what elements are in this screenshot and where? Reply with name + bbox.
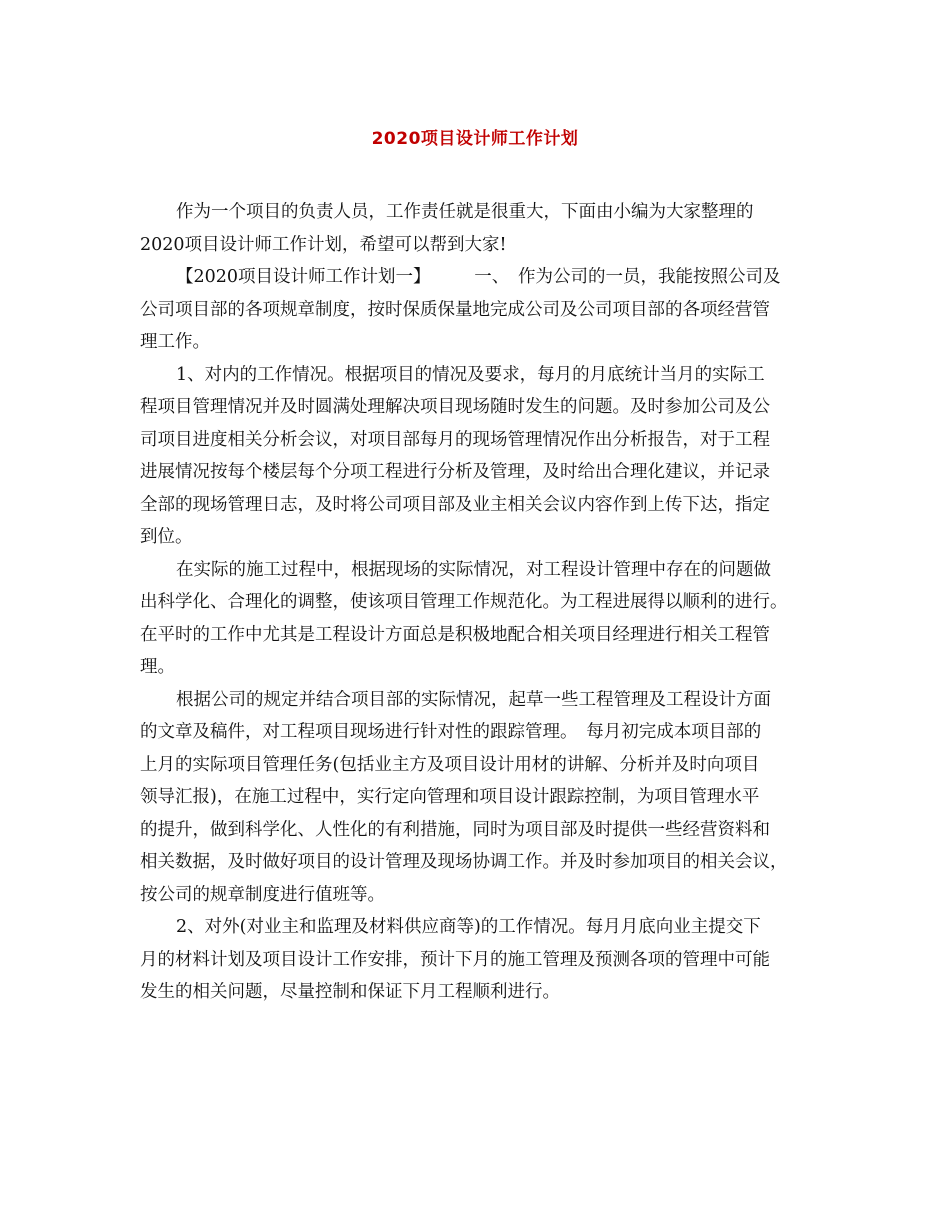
- text-line: 1、对内的工作情况。根据项目的情况及要求，每月的月底统计当月的实际工: [176, 364, 765, 385]
- text-line: 在平时的工作中尤其是工程设计方面总是积极地配合相关项目经理进行相关工程管: [140, 624, 770, 645]
- text-line: 进展情况按每个楼层每个分项工程进行分析及管理，及时给出合理化建议，并记录: [140, 462, 770, 482]
- text-line: 公司项目部的各项规章制度，按时保质保量地完成公司及公司项目部的各项经营管: [140, 299, 770, 320]
- text-line: 根据公司的规定并结合项目部的实际情况，起草一些工程管理及工程设计方面: [176, 689, 771, 710]
- text-line: 【2020项目设计师工作计划一】 一、 作为公司的一员，我能按照公司及: [176, 267, 781, 287]
- text-line: 领导汇报)，在施工过程中，实行定向管理和项目设计跟踪控制，为项目管理水平: [140, 787, 760, 807]
- text-line: 相关数据，及时做好项目的设计管理及现场协调工作。并及时参加项目的相关会议，: [140, 852, 788, 872]
- text-line: 月的材料计划及项目设计工作安排，预计下月的施工管理及预测各项的管理中可能: [140, 949, 770, 970]
- text-line: 在实际的施工过程中，根据现场的实际情况，对工程设计管理中存在的问题做: [176, 559, 771, 580]
- text-line: 上月的实际项目管理任务(包括业主方及项目设计用材的讲解、分析并及时向项目: [140, 754, 760, 775]
- text-line: 理。: [140, 657, 175, 677]
- text-line: 按公司的规章制度进行值班等。: [140, 884, 385, 905]
- text-line: 理工作。: [140, 332, 210, 352]
- text-line: 全部的现场管理日志，及时将公司项目部及业主相关会议内容作到上传下达，指定: [140, 494, 770, 515]
- text-line: 2、对外(对业主和监理及材料供应商等)的工作情况。每月月底向业主提交下: [176, 917, 761, 937]
- text-line: 的提升，做到科学化、人性化的有利措施，同时为项目部及时提供一些经营资料和: [140, 819, 770, 840]
- text-line: 到位。: [140, 527, 193, 547]
- text-line: 出科学化、合理化的调整，使该项目管理工作规范化。为工程进展得以顺利的进行。: [140, 592, 788, 612]
- text-line: 2020项目设计师工作计划，希望可以帮到大家!: [140, 234, 507, 255]
- document-body: [140, 196, 812, 1009]
- text-line: 司项目进度相关分析会议，对项目部每月的现场管理情况作出分析报告，对于工程: [140, 429, 770, 450]
- text-line: 的文章及稿件，对工程项目现场进行针对性的跟踪管理。 每月初完成本项目部的: [140, 722, 762, 742]
- text-line: 作为一个项目的负责人员，工作责任就是很重大，下面由小编为大家整理的: [176, 202, 754, 222]
- text-line: 程项目管理情况并及时圆满处理解决项目现场随时发生的问题。及时参加公司及公: [140, 397, 770, 417]
- document-title: 2020项目设计师工作计划: [371, 129, 579, 149]
- text-line: 发生的相关问题，尽量控制和保证下月工程顺利进行。: [140, 982, 560, 1002]
